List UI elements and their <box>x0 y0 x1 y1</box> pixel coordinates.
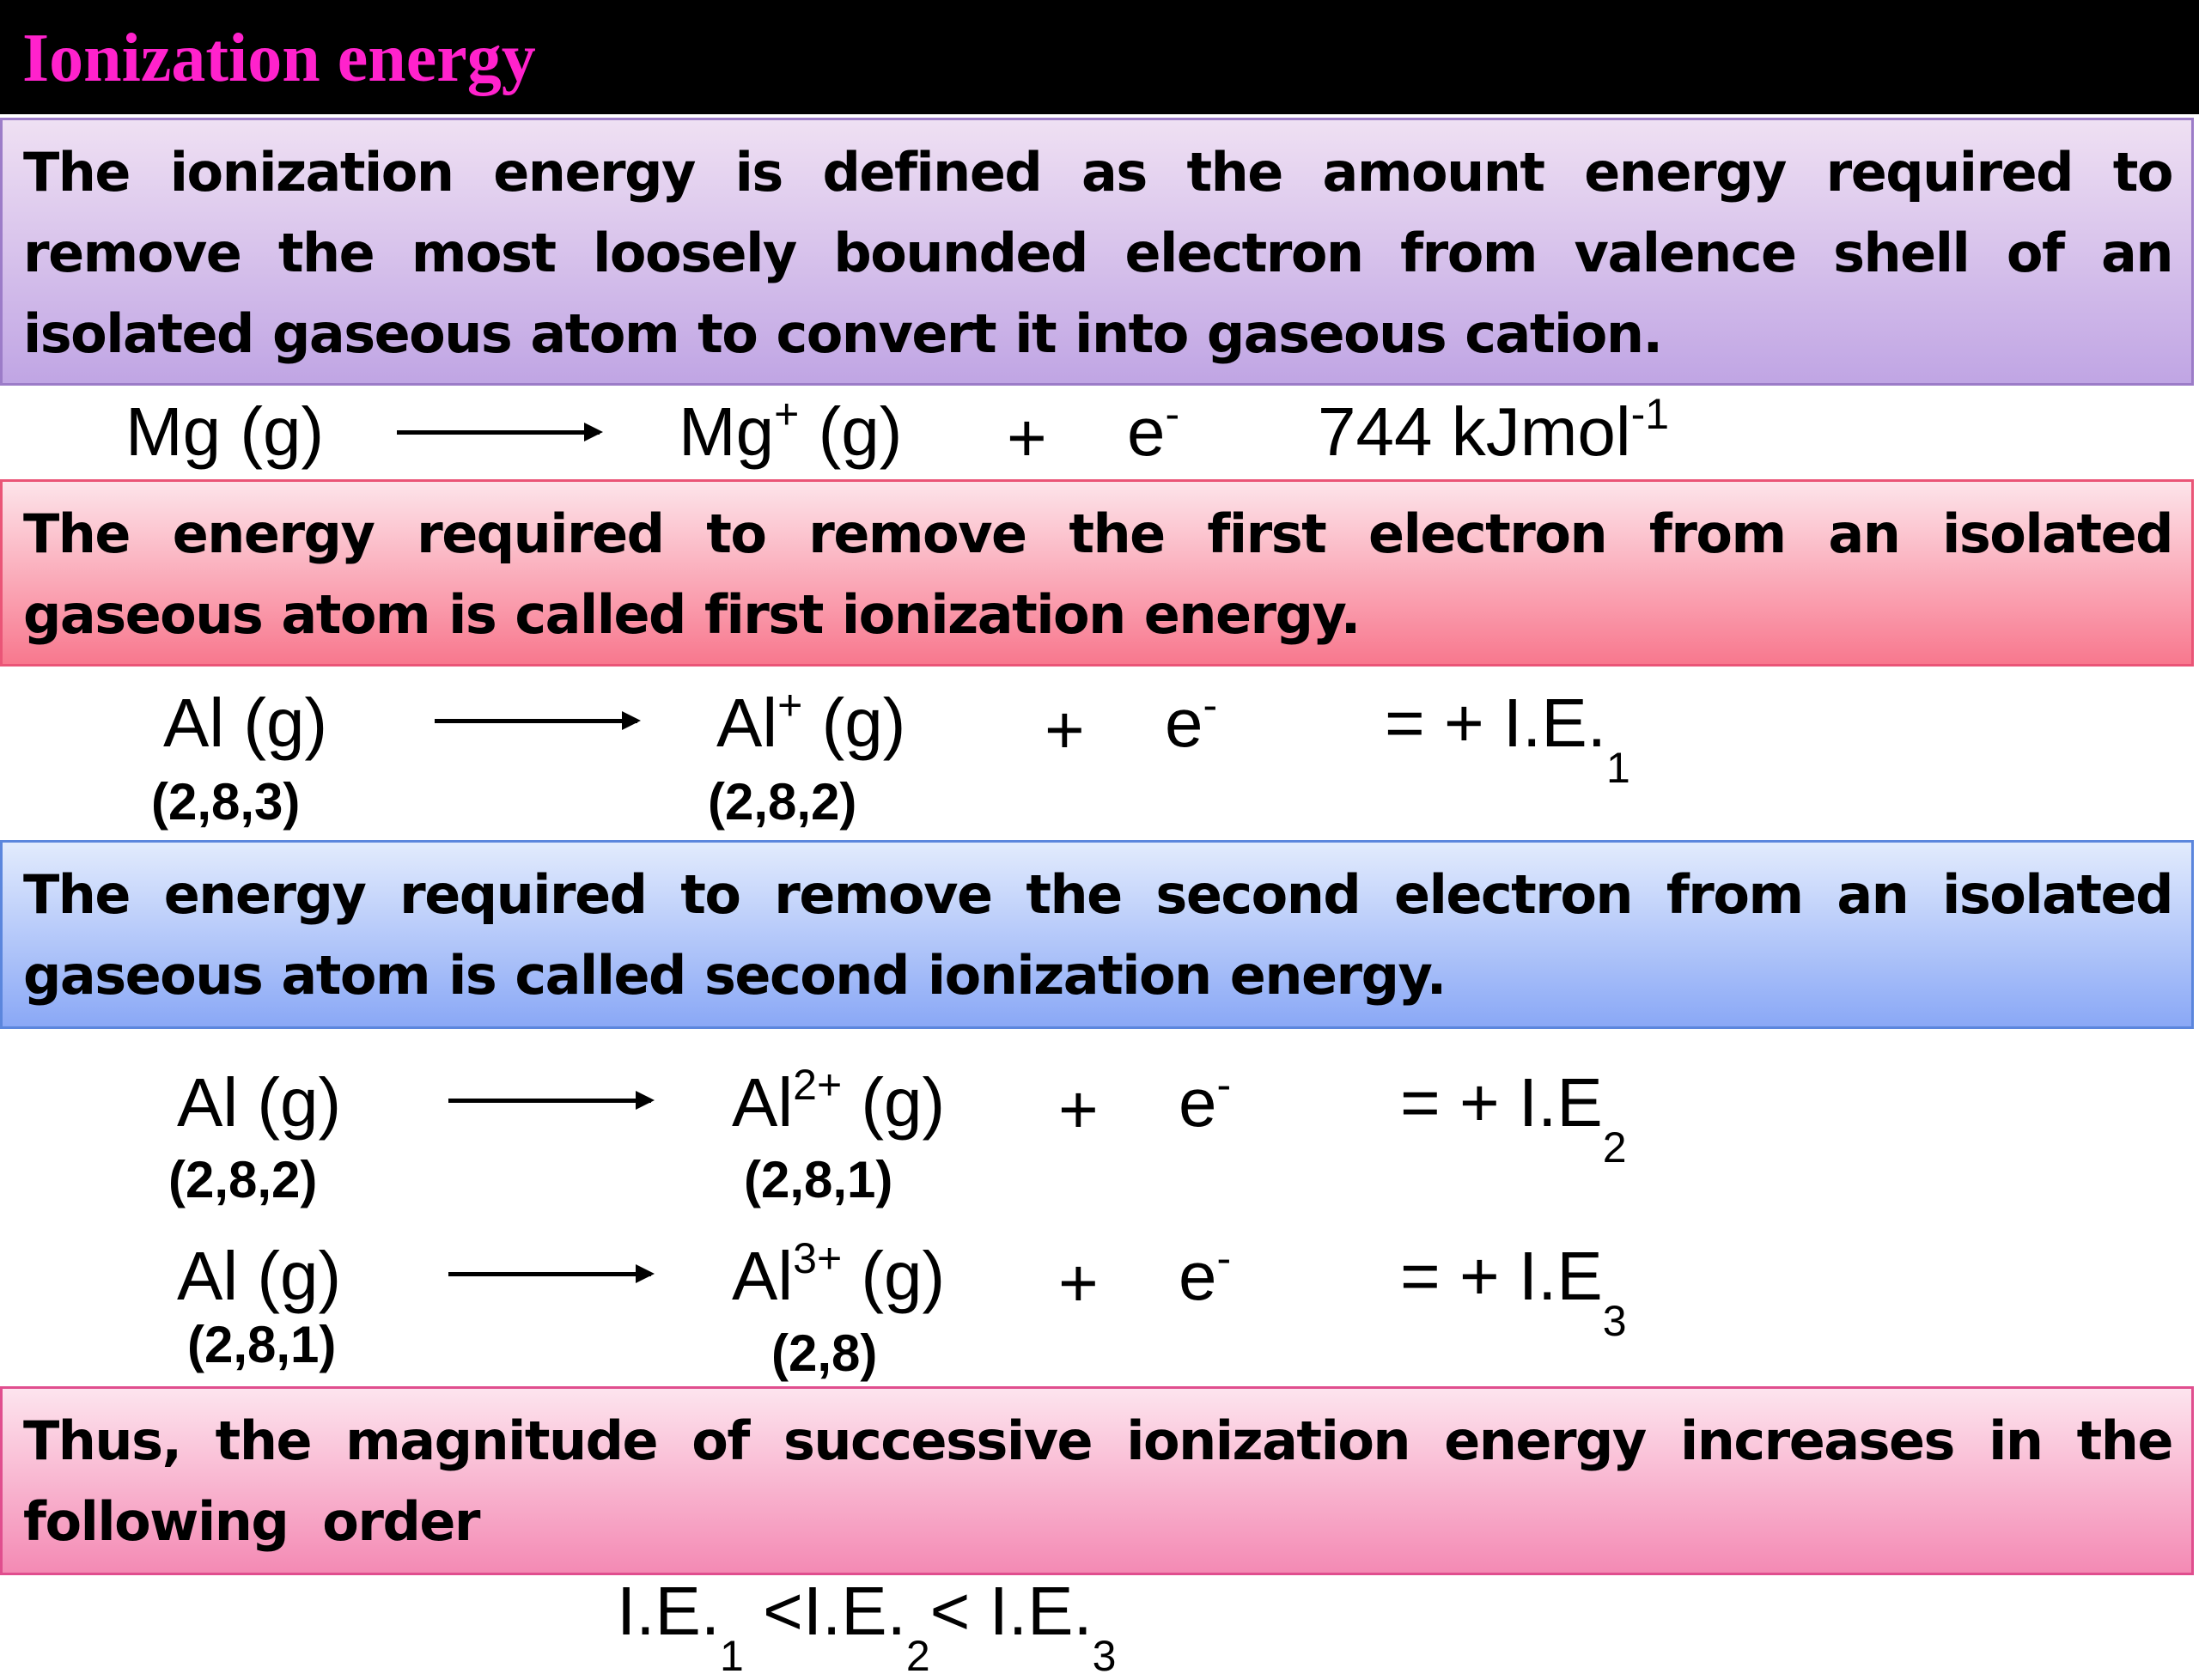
al1-reaction-arrow <box>435 719 637 723</box>
second-ie-box <box>0 840 2194 1029</box>
al1-plus: + <box>1045 691 1085 768</box>
al2-energy: = + $I.E_2$ <box>1400 1064 1627 1172</box>
conclusion-text: Thus, the magnitude of successive ionization energy increases in the following order <box>23 1409 2172 1553</box>
mg-energy: 744 kJmol$^{-1}$ <box>1318 390 1670 470</box>
al2-product: $Al^{2+}$ (g) <box>732 1061 946 1141</box>
al2-reactant-config: (2,8,2) <box>168 1151 318 1208</box>
al2-reactant: Al (g) <box>177 1064 342 1141</box>
mg-plus: + <box>1007 399 1047 476</box>
al2-reaction-arrow <box>448 1099 651 1103</box>
mg-reaction-arrow <box>397 430 600 435</box>
al1-reactant-config: (2,8,3) <box>151 773 301 831</box>
definition-box <box>0 118 2194 386</box>
al1-reactant: Al (g) <box>163 685 328 761</box>
al2-product-config: (2,8,1) <box>744 1151 893 1208</box>
al1-energy: = + $I.E._1$ <box>1385 685 1630 792</box>
page-title: Ionization energy <box>22 21 536 96</box>
second-ie-text: The energy required to remove the second electron from an isolated gaseous atom is called second ionization energy. <box>23 863 2172 1007</box>
ie-order: $I.E._1 <I.E._2< I.E._3$ <box>617 1573 1117 1680</box>
mg-product: Mg+ (g) <box>679 390 903 470</box>
al3-product: $Al^{3+}$ (g) <box>732 1234 946 1314</box>
mg-electron: e- <box>1127 390 1180 470</box>
first-ie-box <box>0 479 2194 667</box>
first-ie-text: The energy required to remove the first electron from an isolated gaseous atom is called first ionization energy. <box>23 502 2172 646</box>
al3-reactant: Al (g) <box>177 1238 342 1314</box>
conclusion-box <box>0 1386 2194 1575</box>
al1-product-config: (2,8,2) <box>708 773 857 831</box>
al3-energy: = + $I.E_3$ <box>1400 1238 1627 1345</box>
al3-reaction-arrow <box>448 1272 651 1276</box>
al1-electron: e- <box>1165 681 1218 761</box>
al3-reactant-config: (2,8,1) <box>187 1316 337 1373</box>
al1-product: Al+ (g) <box>716 681 906 761</box>
al3-plus: + <box>1058 1245 1099 1321</box>
al3-product-config: (2,8) <box>771 1324 878 1382</box>
al3-electron: e- <box>1179 1234 1232 1314</box>
al2-electron: e- <box>1179 1061 1232 1141</box>
al2-plus: + <box>1058 1071 1099 1147</box>
mg-reactant: Mg (g) <box>125 393 325 470</box>
definition-text: The ionization energy is defined as the amount energy required to remove the most loosely bounded electron from valence shell of an isolated gaseous atom to convert it into gaseous cation. <box>23 141 2172 365</box>
